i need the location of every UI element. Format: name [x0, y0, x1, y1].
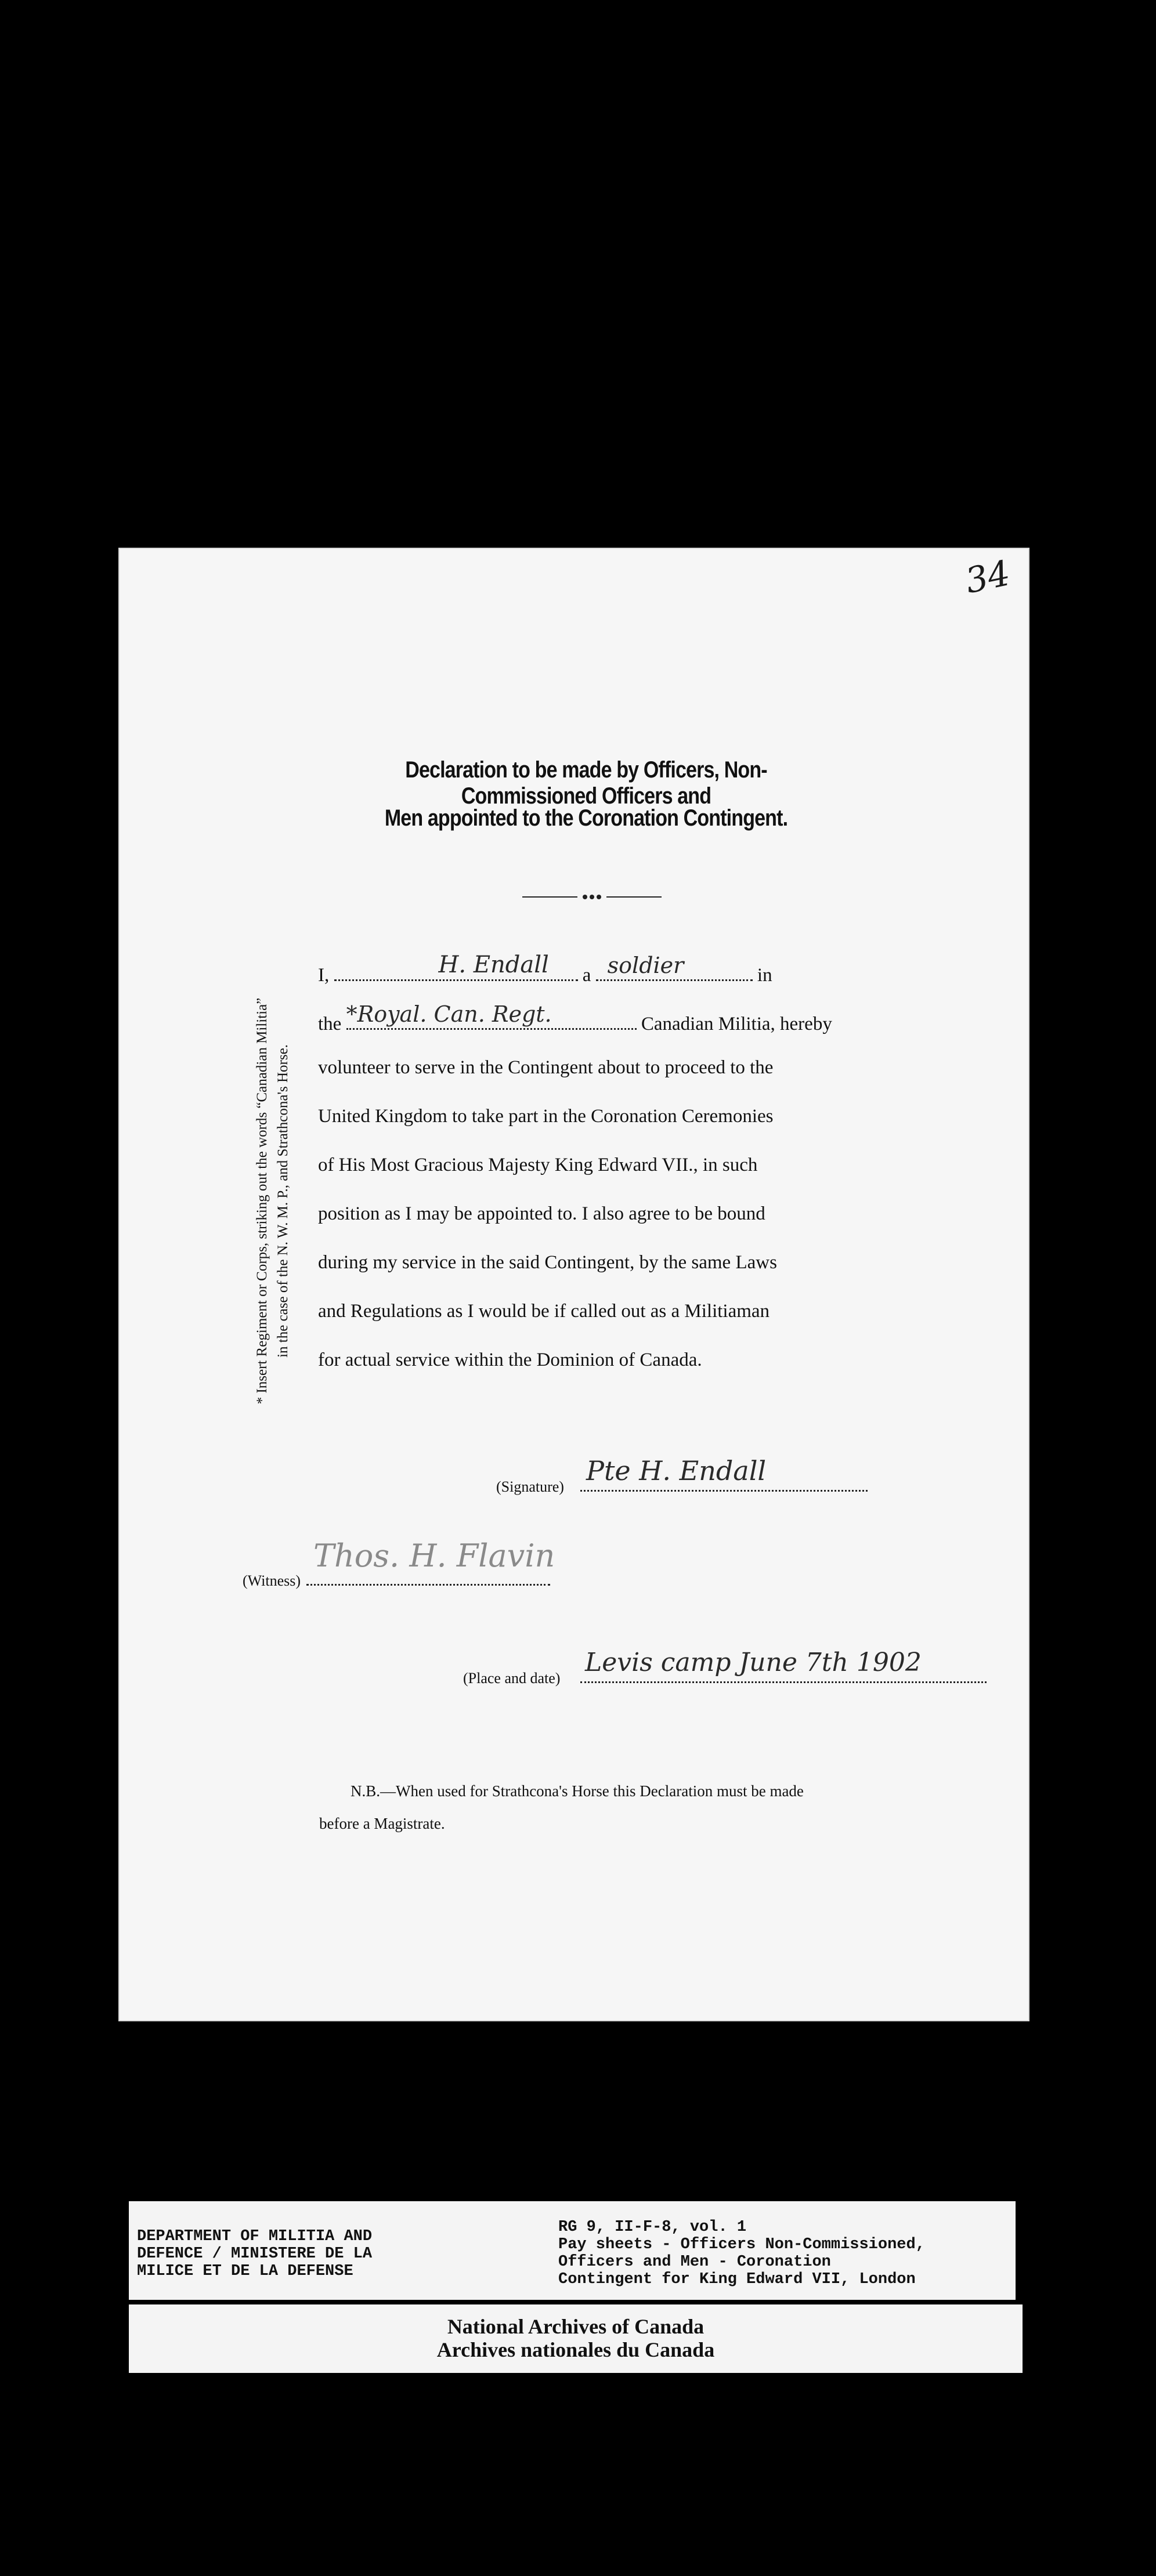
archives-name-french: Archives nationales du Canada [436, 2338, 715, 2361]
nb-line-1 [319, 1782, 804, 1800]
reference-line-2: Pay sheets - Officers Non-Commissioned, [558, 2236, 925, 2253]
department-line-3: MILICE ET DE LA DEFENSE [137, 2263, 353, 2280]
reference-line-3: Officers and Men - Coronation [558, 2253, 831, 2271]
side-note: * Insert Regiment or Corps, striking out the words “Canadian Militia” in the case of the N. W. M. P., and Strathcona's Horse. [254, 997, 291, 1405]
department-line-1: DEPARTMENT OF MILITIA AND [137, 2228, 373, 2245]
name-field [334, 951, 578, 981]
declaration-line-9: for actual service within the Dominion of Canada. [318, 1349, 702, 1370]
signature-handwritten: Pte H. Endall [586, 1455, 767, 1486]
name-handwritten: H. Endall [438, 951, 549, 978]
document-title-line-1: Declaration to be made by Officers, Non-Commissioned Officers and [405, 757, 767, 809]
declaration-line-6: position as I may be appointed to. I also agree to be bound [318, 1203, 765, 1224]
declaration-line-8: and Regulations as I would be if called out as a Militiaman [318, 1301, 770, 1322]
reference-line-4: Contingent for King Edward VII, London [558, 2271, 916, 2288]
reference-block [558, 2219, 925, 2288]
document-title-line-2: Men appointed to the Coronation Contingent. [384, 805, 788, 831]
place-date-line [580, 1681, 987, 1683]
department-line-2: DEFENCE / MINISTERE DE LA [137, 2245, 373, 2263]
page-number: 34 [962, 552, 1014, 602]
archives-name-english: National Archives of Canada [447, 2315, 705, 2338]
witness-line [306, 1584, 550, 1586]
rank-field [596, 953, 753, 981]
declaration-line-5: of His Most Gracious Majesty King Edward VII., in such [318, 1155, 758, 1175]
signature-line [580, 1490, 868, 1492]
declaration-line-3: volunteer to serve in the Contingent about to proceed to the [318, 1057, 774, 1078]
in-word: in [757, 965, 772, 986]
rank-prefix: a [582, 965, 591, 986]
declaration-line-1 [318, 951, 772, 986]
rank-handwritten: soldier [607, 953, 684, 978]
the-word: the [318, 1014, 342, 1034]
declaration-line-4: United Kingdom to take part in the Coronation Ceremonies [318, 1106, 774, 1127]
declaration-line-7: during my service in the said Contingent, by the same Laws [318, 1252, 777, 1273]
nb-line-2: before a Magistrate. [319, 1815, 445, 1832]
place-date-handwritten: Levis camp June 7th 1902 [585, 1648, 922, 1677]
nb-line-1-text: N.B.—When used for Strathcona's Horse this Declaration must be made [351, 1782, 804, 1800]
reference-line-1: RG 9, II-F-8, vol. 1 [558, 2219, 747, 2236]
line-2-suffix: Canadian Militia, hereby [641, 1014, 832, 1034]
corps-field [346, 1001, 637, 1030]
witness-label: (Witness) [243, 1572, 301, 1589]
declaration-line-2 [318, 1001, 832, 1035]
corps-handwritten: *Royal. Can. Regt. [346, 1001, 552, 1027]
place-date-label: (Place and date) [463, 1670, 561, 1687]
pronoun: I, [318, 965, 330, 986]
witness-handwritten: Thos. H. Flavin [313, 1537, 555, 1574]
national-archives-banner [129, 2304, 1023, 2373]
title-divider-ornament [522, 895, 662, 899]
signature-label: (Signature) [496, 1478, 564, 1495]
department-block [137, 2228, 372, 2280]
